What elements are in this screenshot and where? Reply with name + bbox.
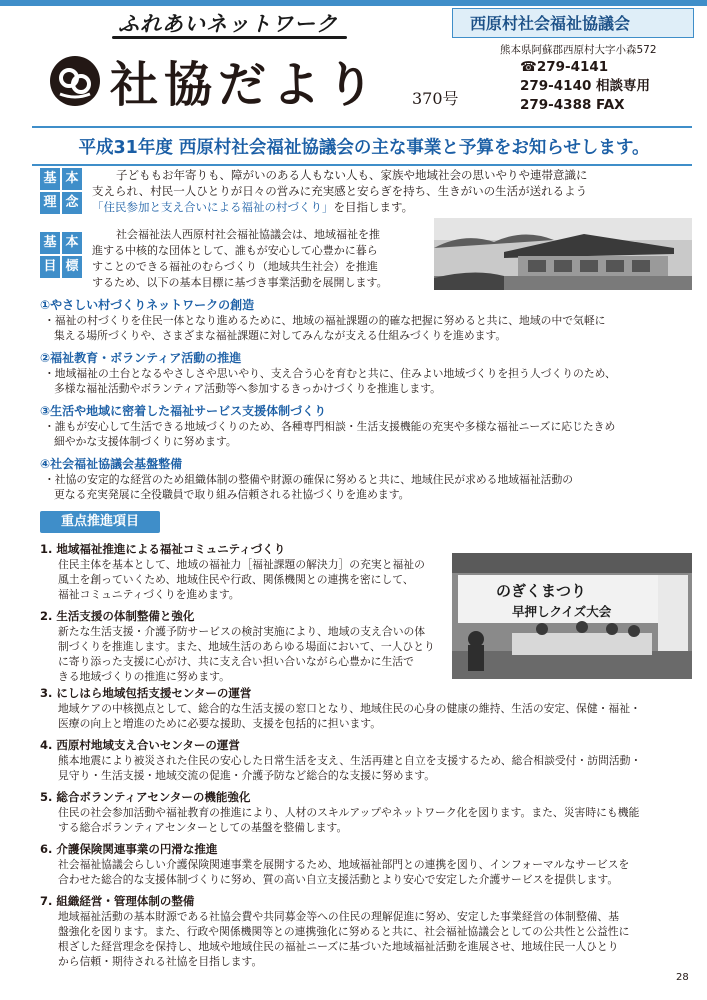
item-title: 7. 組織経営・管理体制の整備 [40,894,195,908]
item-text [40,753,692,783]
item-text [40,857,692,887]
mokuhyo-line: 社会福祉法人西原村社会福祉協議会は、地域福祉を推 [116,228,380,241]
item-title: 3. にしはら地域包括支援センターの運営 [40,686,252,700]
issue-number: 370号 [412,89,459,108]
tel-consult: 279-4140 相談専用 [520,78,651,94]
masthead-title: 社協だより [110,57,381,113]
rinen-line [92,199,692,215]
item-text [40,805,692,835]
newsletter-tagline: ふれあいネットワーク [118,12,338,36]
item-line: 合わせた総合的な支援体制づくりに努め、質の高い自立支援活動とより安心で安定した介護サービスを提供します。 [58,873,619,886]
rinen-rest: を目指します。 [333,200,414,214]
headline: 平成31年度 西原村社会福祉協議会の主な事業と予算をお知らせします。 [78,138,650,158]
fax-number: 279-4388 FAX [520,97,625,113]
org-name: 西原村社会福祉協議会 [470,14,631,33]
kihon-rinen-text [92,167,692,215]
items-wide [40,685,692,969]
item-title: 2. 生活支援の体制整備と強化 [40,609,195,623]
goal-text: 多様な福祉活動やボランティア活動等へ参加するきっかけづくりを推進します。 [54,382,441,395]
item-line: 盤強化を図ります。また、行政や関係機関等との連携強化に努めると共に、社会福祉協議会としての公共性と公益性に [58,925,630,938]
goal-text: ・社協の安定的な経営のため組織体制の整備や財源の確保に努めると共に、地域住民が求める地域福祉活動の [44,473,574,486]
item-line: 新たな生活支援・介護予防サービスの検討実施により、地域の支え合いの体 [58,625,426,638]
festival-sign: 早押しクイズ大会 [512,604,612,619]
juten-label: 重点推進項目 [40,511,160,533]
item-line: 制づくりを推進します。また、地域生活のあらゆる場面において、一人ひとり [58,640,435,653]
goal-title: ③生活や地域に密着した福祉サービス支援体制づくり [40,404,327,418]
item-line: 地域福祉活動の基本財源である社協会費や共同募金等への住民の理解促進に努め、安定した事業経営の体制整備、基 [58,910,620,923]
item-line: 見守り・生活支援・地域交流の促進・介護予防など総合的な支援に努めます。 [58,769,436,782]
item-line: 風土を創っていくため、地域住民や行政、関係機関との連携を密にして、 [58,573,414,586]
tag-char: 理 [40,192,60,214]
item-line: 社会福祉協議会らしい介護保険関連事業を展開するため、地域福祉部門との連携を図り、インフォーマルなサービスを [58,858,630,871]
mokuhyo-line: すことのできる福祉のむらづくり（地域共生社会）を推進 [92,260,378,273]
item-text [40,557,450,602]
building-photo [434,218,692,290]
goal-text: 集える場所づくりや、さまざまな福祉課題に対してみんなが支える仕組みづくりを進めます。 [54,329,507,342]
rinen-highlight: 「住民参加と支え合いによる福祉の村づくり」 [92,200,334,214]
item-line: する総合ボランティアセンターとしての基盤を整備します。 [58,821,348,834]
item-line: きる地域づくりの推進に努めます。 [58,670,230,683]
item-line: 根ざした経営理念を保持し、地域や地域住民の福祉ニーズに基づいた地域福祉活動を進展させ、地域住民一人ひとり [58,940,619,953]
mokuhyo-line: 進する中核的な団体として、誰もが安心して心豊かに暮ら [92,244,378,257]
item-line: 住民主体を基本として、地域の福祉力［福祉課題の解決力］の充実と福祉の [58,558,425,571]
item-line: 医療の向上と増進のために必要な援助、支援を包括的に担います。 [58,717,382,730]
festival-photo [452,553,692,679]
item-title: 6. 介護保険関連事業の円滑な推進 [40,842,218,856]
tag-char: 目 [40,256,60,278]
item-title: 4. 西原村地域支え合いセンターの運営 [40,738,240,752]
tag-char: 本 [62,168,82,190]
tag-char: 念 [62,192,82,214]
goal-text: 細やかな支援体制づくりに努めます。 [54,435,237,448]
contact-numbers [520,58,650,115]
kihon-mokuhyo-tag [40,232,84,276]
goal-title: ④社会福祉協議会基盤整備 [40,457,183,471]
tag-char: 本 [62,232,82,254]
kihon-rinen-tag [40,168,84,212]
item-text [40,909,692,969]
goal-title: ①やさしい村づくりネットワークの創造 [40,298,255,312]
item-line: 地域ケアの中核拠点として、総合的な生活支援の窓口となり、地域住民の心身の健康の維持、生活の安定、保健・福祉・ [58,702,641,715]
org-logo-icon [50,56,100,106]
goals-list [40,296,692,502]
tagline-underline [112,36,347,39]
item-line: 福祉コミュニティづくりを進めます。 [58,588,240,601]
goal-text: ・福祉の村づくりを住民一体となり進めるために、地域の福祉課題の的確な把握に努めると共に、地域の中で気軽に [44,314,606,327]
tel-main: ☎279-4141 [520,59,609,75]
rinen-line: 支えられ、村民一人ひとりが日々の営みに充実感と安らぎを持ち、生きがいの生活が送れるよう [92,184,588,198]
item-line: 熊本地震により被災された住民の安心した日常生活を支え、生活再建と自立を支援するため、総合相談受付・訪問活動・ [58,754,642,767]
items-narrow [40,541,450,684]
tag-char: 基 [40,232,60,254]
item-line: から信頼・期待される社協を目指します。 [58,955,263,968]
header-bar [0,0,707,6]
item-text [40,624,450,684]
item-title: 5. 総合ボランティアセンターの機能強化 [40,790,251,804]
goal-title: ②福祉教育・ボランティア活動の推進 [40,351,242,365]
org-address: 熊本県阿蘇郡西原村大字小森572 [500,44,657,56]
rinen-line: 子どももお年寄りも、障がいのある人もない人も、家族や地域社会の思いやりや連帯意識に [116,168,588,182]
page-number: 28 [676,972,689,983]
item-line: に寄り添った支援に心がけ、共に支え合い担い合いながら心豊かに生活で [58,655,414,668]
tag-char: 基 [40,168,60,190]
item-line: 住民の社会参加活動や福祉教育の推進により、人材のスキルアップやネットワーク化を図ります。また、災害時にも機能 [58,806,640,819]
goal-text: 更なる充実発展に全役職員で取り組み信頼される社協づくりを進めます。 [54,488,410,501]
goal-text: ・誰もが安心して生活できる地域づくりのため、各種専門相談・生活支援機能の充実や多様な福祉ニーズに応じたきめ [44,420,616,433]
item-text [40,701,692,731]
festival-banner: のぎくまつり [496,582,587,600]
item-title: 1. 地域福祉推進による福祉コミュニティづくり [40,542,286,556]
goal-text: ・地域福祉の土台となるやさしさや思いやり、支え合う心を育むと共に、住みよい地域づくりを担う人づくりのため、 [44,367,616,380]
kihon-mokuhyo-text [92,227,432,291]
tag-char: 標 [62,256,82,278]
mokuhyo-line: するため、以下の基本目標に基づき事業活動を展開します。 [92,276,388,289]
